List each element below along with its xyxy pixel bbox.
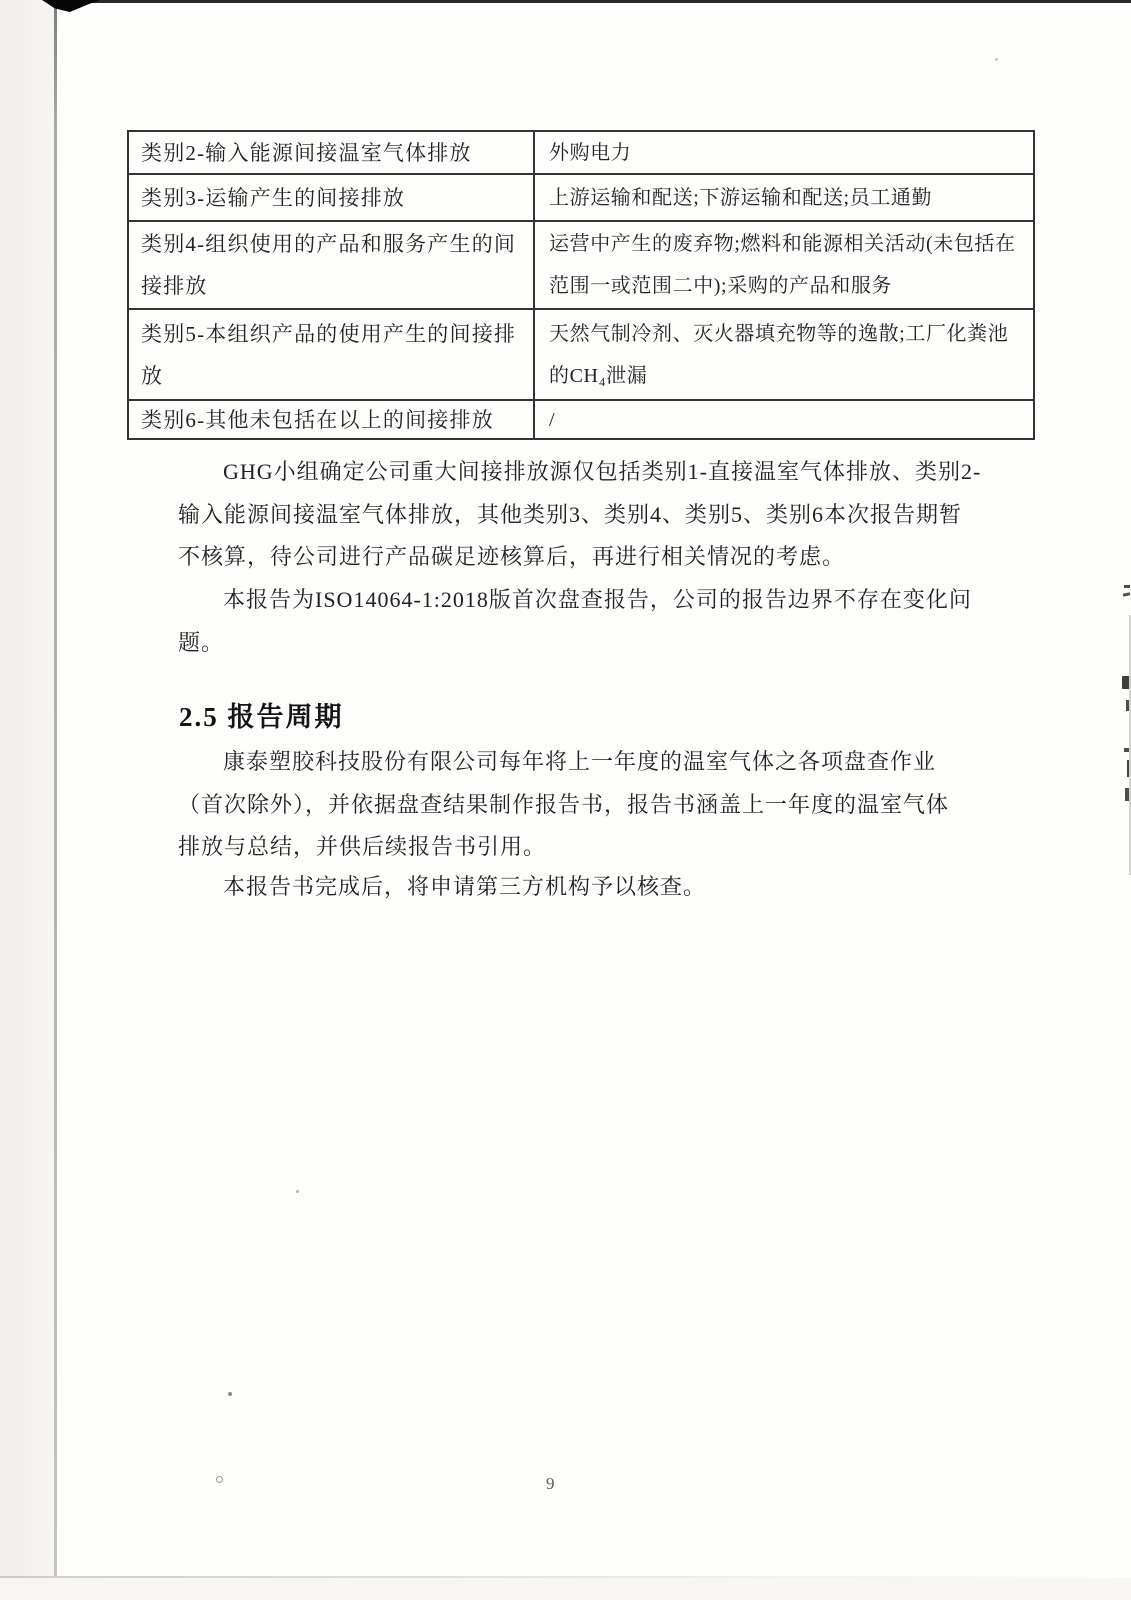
category-cell: 类别2-输入能源间接温室气体排放	[129, 132, 535, 173]
text-line: 本报告为ISO14064-1:2018版首次盘查报告，公司的报告边界不存在变化问	[223, 587, 972, 612]
paragraph-verification	[178, 866, 990, 909]
table-row	[129, 308, 1033, 399]
table-row	[129, 399, 1033, 438]
text-line: GHG小组确定公司重大间接排放源仅包括类别1-直接温室气体排放、类别2-	[223, 459, 982, 484]
table-row	[129, 220, 1033, 308]
sources-cell: 外购电力	[549, 141, 632, 164]
category-cell: 类别5-本组织产品的使用产生的间接排放	[129, 310, 535, 399]
table-row	[129, 173, 1033, 220]
category-cell: 类别4-组织使用的产品和服务产生的间接排放	[129, 222, 535, 308]
scan-speck	[995, 58, 998, 61]
sources-cell: /	[549, 408, 556, 431]
section-heading: 2.5 报告周期	[179, 702, 344, 732]
sources-cell: 上游运输和配送;下游运输和配送;员工通勤	[549, 186, 933, 209]
text-line: 康泰塑胶科技股份有限公司每年将上一年度的温室气体之各项盘查作业	[223, 749, 937, 774]
text-line: 题。	[178, 629, 225, 655]
emission-categories-table	[127, 130, 1035, 440]
scan-left-margin	[0, 0, 54, 1600]
scan-bottom-margin	[0, 1578, 1131, 1600]
sources-cell: 天然气制冷剂、灭火器填充物等的逸散;工厂化粪池的CH₄泄漏	[549, 322, 1009, 387]
text-line: （首次除外），并依据盘查结果制作报告书，报告书涵盖上一年度的温室气体	[178, 791, 950, 817]
sources-cell: 运营中产生的废弃物;燃料和能源相关活动(未包括在范围一或范围二中);采购的产品和服务	[549, 233, 1016, 297]
paragraph-first-report	[178, 579, 990, 664]
paragraph-ghg-scope	[178, 451, 990, 579]
scan-speck	[296, 1190, 299, 1193]
text-line: 排放与总结，并供后续报告书引用。	[178, 834, 547, 859]
scan-speck	[228, 1392, 232, 1396]
scan-edge-mark	[1124, 585, 1130, 588]
text-line: 输入能源间接温室气体排放，其他类别3、类别4、类别5、类别6本次报告期暂	[178, 501, 963, 527]
page-number: 9	[546, 1474, 555, 1493]
text-line: 本报告书完成后，将申请第三方机构予以核查。	[223, 874, 707, 899]
text-line: 不核算，待公司进行产品碳足迹核算后，再进行相关情况的考虑。	[178, 544, 846, 569]
scan-top-edge	[50, 0, 1131, 3]
category-cell: 类别6-其他未包括在以上的间接排放	[129, 401, 535, 438]
scan-edge-mark	[1123, 592, 1131, 597]
scan-fold-line	[54, 0, 57, 1578]
table-row	[129, 132, 1033, 173]
category-cell: 类别3-运输产生的间接排放	[129, 175, 535, 220]
scan-speck	[216, 1476, 223, 1483]
paragraph-report-cycle	[178, 741, 990, 869]
